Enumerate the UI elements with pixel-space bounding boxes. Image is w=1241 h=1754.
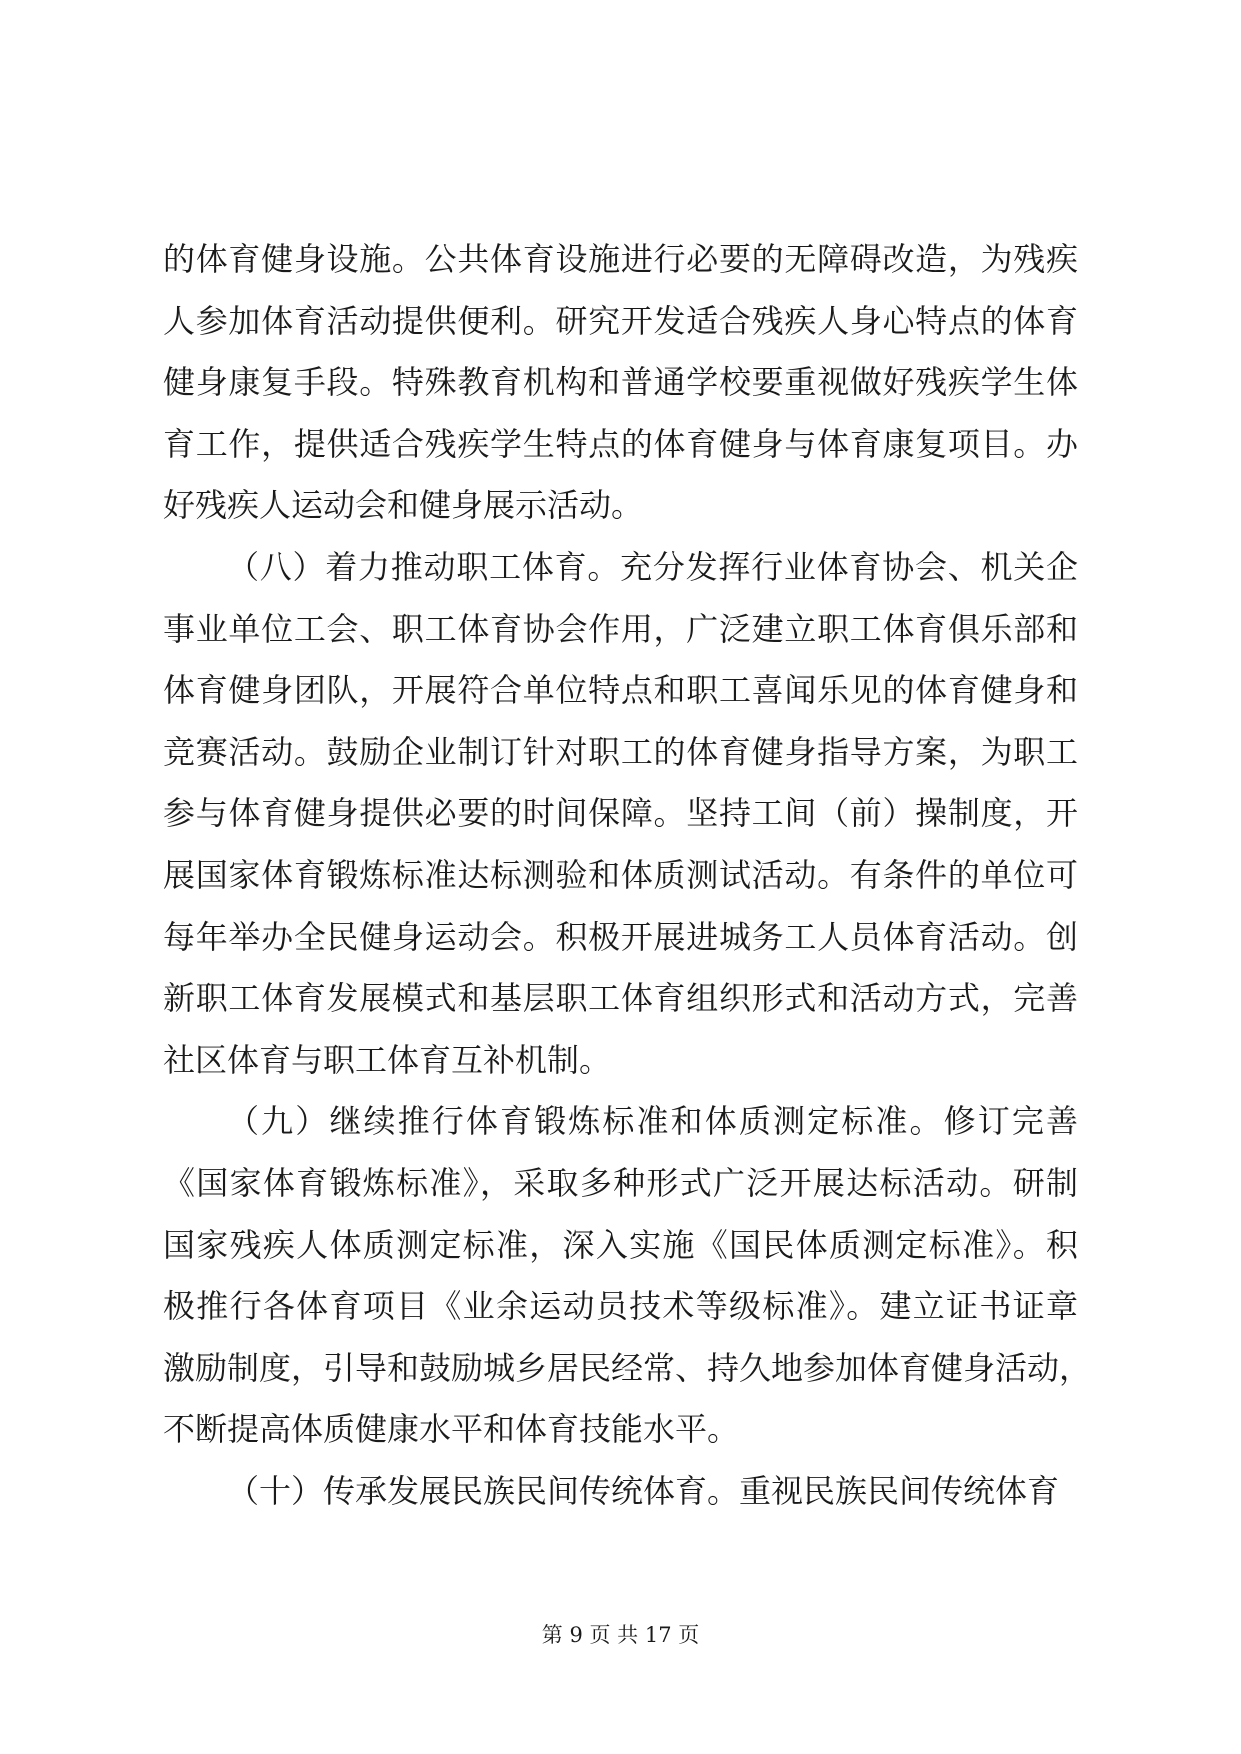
text-line: 不断提高体质健康水平和体育技能水平。 (163, 1410, 740, 1449)
text-line: 好残疾人运动会和健身展示活动。 (163, 486, 644, 525)
paragraph-heading-line: （八）着力推动职工体育。充分发挥行业体育协会、机关企 (227, 547, 1078, 586)
text-line: 每年举办全民健身运动会。积极开展进城务工人员体育活动。创 (163, 917, 1078, 956)
text-line: 参与体育健身提供必要的时间保障。坚持工间（前）操制度，开 (163, 794, 1078, 833)
text-line: 新职工体育发展模式和基层职工体育组织形式和活动方式，完善 (163, 979, 1078, 1018)
document-body (163, 229, 1092, 1522)
text-line: 激励制度，引导和鼓励城乡居民经常、持久地参加体育健身活动， (163, 1348, 1092, 1387)
text-line: 国家残疾人体质测定标准，深入实施《国民体质测定标准》。积 (163, 1225, 1078, 1264)
text-line: 健身康复手段。特殊教育机构和普通学校要重视做好残疾学生体 (163, 363, 1078, 402)
text-line: 竞赛活动。鼓励企业制订针对职工的体育健身指导方案，为职工 (163, 732, 1078, 771)
text-line: 育工作，提供适合残疾学生特点的体育健身与体育康复项目。办 (163, 424, 1078, 463)
page-number-footer: 第 9 页 共 17 页 (541, 1623, 700, 1647)
text-line: 极推行各体育项目《业余运动员技术等级标准》。建立证书证章 (163, 1287, 1078, 1326)
text-line: 人参加体育活动提供便利。研究开发适合残疾人身心特点的体育 (163, 301, 1078, 340)
text-line: 事业单位工会、职工体育协会作用，广泛建立职工体育俱乐部和 (163, 609, 1078, 648)
paragraph-heading-line: （九）继续推行体育锻炼标准和体质测定标准。修订完善 (227, 1102, 1078, 1141)
text-line: 《国家体育锻炼标准》，采取多种形式广泛开展达标活动。研制 (163, 1163, 1078, 1202)
text-line: 展国家体育锻炼标准达标测验和体质测试活动。有条件的单位可 (163, 855, 1078, 894)
text-line: 的体育健身设施。公共体育设施进行必要的无障碍改造，为残疾 (163, 240, 1078, 278)
text-line: 社区体育与职工体育互补机制。 (163, 1040, 612, 1079)
paragraph-heading-line: （十）传承发展民族民间传统体育。重视民族民间传统体育 (227, 1471, 1060, 1510)
text-line: 体育健身团队，开展符合单位特点和职工喜闻乐见的体育健身和 (163, 671, 1078, 710)
